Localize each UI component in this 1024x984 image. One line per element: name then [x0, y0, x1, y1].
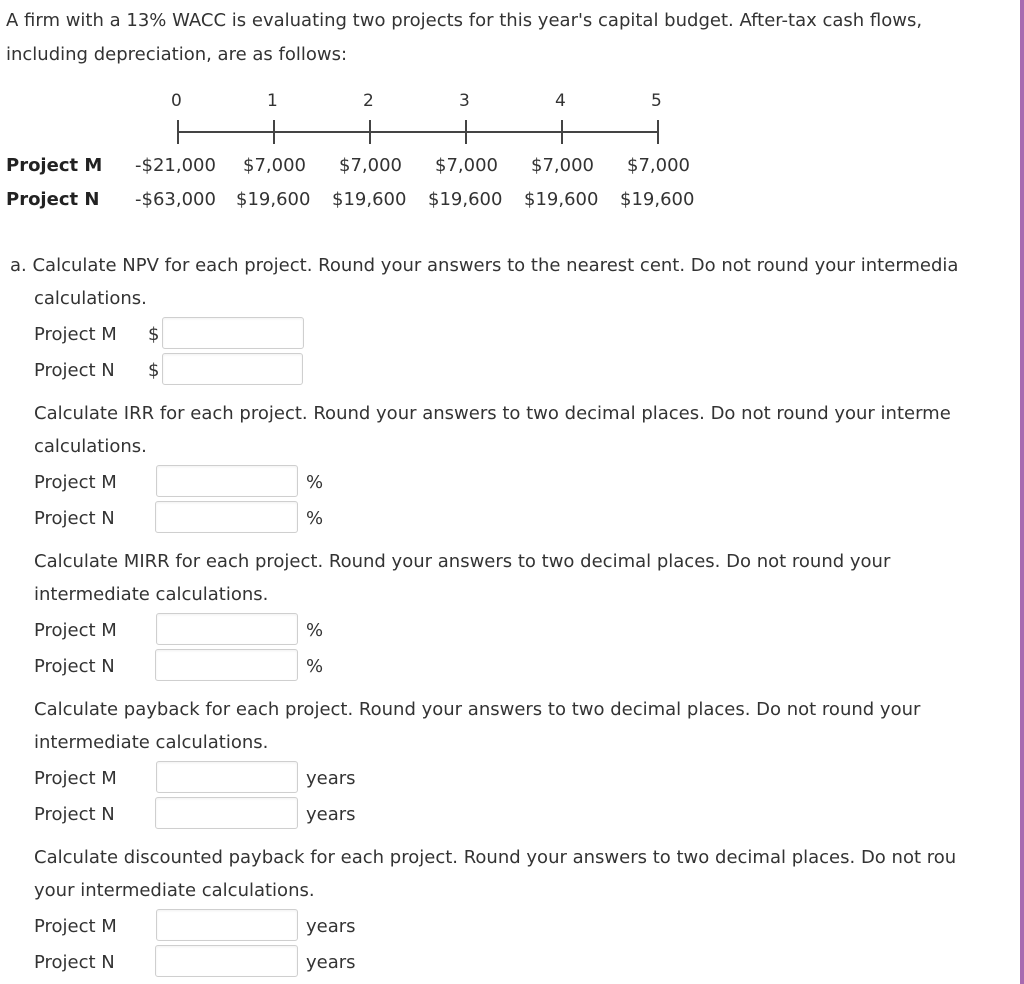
payback-project-n-input[interactable]: [155, 797, 298, 829]
timeline-year-4: 4: [555, 91, 566, 111]
project-n-cf-0: -$63,000: [135, 189, 216, 210]
project-m-cf-2: $7,000: [339, 155, 402, 176]
irr-project-n-input[interactable]: [155, 501, 298, 533]
timeline-tick: [465, 120, 467, 144]
npv-project-m-label: Project M: [34, 324, 117, 345]
npv-project-m-input[interactable]: [162, 317, 304, 349]
discounted-payback-project-n-input[interactable]: [155, 945, 298, 977]
project-m-label: Project M: [6, 155, 103, 176]
payback-instructions-line-1: Calculate payback for each project. Round your answers to two decimal places. Do not round your: [34, 699, 921, 720]
discounted-payback-instructions-line-2: your intermediate calculations.: [34, 880, 315, 901]
project-m-cf-4: $7,000: [531, 155, 594, 176]
intro-line-2: including depreciation, are as follows:: [6, 44, 348, 65]
discounted-payback-project-n-label: Project N: [34, 952, 115, 973]
timeline-year-1: 1: [267, 91, 278, 111]
timeline-tick: [657, 120, 659, 144]
npv-project-m-currency: $: [148, 324, 160, 345]
irr-project-m-input[interactable]: [156, 465, 298, 497]
mirr-instructions-line-1: Calculate MIRR for each project. Round your answers to two decimal places. Do not round your: [34, 551, 891, 572]
project-n-cf-1: $19,600: [236, 189, 311, 210]
project-m-cf-3: $7,000: [435, 155, 498, 176]
payback-project-n-label: Project N: [34, 804, 115, 825]
payback-project-m-label: Project M: [34, 768, 117, 789]
irr-instructions-line-1: Calculate IRR for each project. Round your answers to two decimal places. Do not round your interme: [34, 403, 951, 424]
mirr-project-m-label: Project M: [34, 620, 117, 641]
mirr-project-m-input[interactable]: [156, 613, 298, 645]
npv-project-n-input[interactable]: [162, 353, 303, 385]
project-m-cf-1: $7,000: [243, 155, 306, 176]
timeline-axis: [178, 131, 659, 133]
timeline-tick: [177, 120, 179, 144]
timeline-tick: [561, 120, 563, 144]
payback-instructions-line-2: intermediate calculations.: [34, 732, 269, 753]
discounted-payback-project-n-unit: years: [306, 952, 356, 973]
npv-project-n-label: Project N: [34, 360, 115, 381]
discounted-payback-instructions-line-1: Calculate discounted payback for each project. Round your answers to two decimal places. Do not rou: [34, 847, 957, 868]
payback-project-m-unit: years: [306, 768, 356, 789]
mirr-project-n-label: Project N: [34, 656, 115, 677]
timeline-tick: [273, 120, 275, 144]
timeline-tick: [369, 120, 371, 144]
project-n-cf-2: $19,600: [332, 189, 407, 210]
npv-instructions-line-1: a. Calculate NPV for each project. Round your answers to the nearest cent. Do not round your intermedia: [10, 255, 959, 276]
discounted-payback-project-m-label: Project M: [34, 916, 117, 937]
npv-project-n-currency: $: [148, 360, 160, 381]
panel-right-border: [1020, 0, 1024, 984]
timeline-year-2: 2: [363, 91, 374, 111]
mirr-project-n-unit: %: [306, 656, 324, 677]
mirr-instructions-line-2: intermediate calculations.: [34, 584, 269, 605]
project-m-cf-0: -$21,000: [135, 155, 216, 176]
npv-instructions-line-2: calculations.: [34, 288, 147, 309]
project-n-cf-5: $19,600: [620, 189, 695, 210]
discounted-payback-project-m-unit: years: [306, 916, 356, 937]
project-m-cf-5: $7,000: [627, 155, 690, 176]
irr-instructions-line-2: calculations.: [34, 436, 147, 457]
project-n-label: Project N: [6, 189, 100, 210]
timeline-year-0: 0: [171, 91, 182, 111]
discounted-payback-project-m-input[interactable]: [156, 909, 298, 941]
project-n-cf-4: $19,600: [524, 189, 599, 210]
payback-project-m-input[interactable]: [156, 761, 298, 793]
irr-project-m-label: Project M: [34, 472, 117, 493]
irr-project-m-unit: %: [306, 472, 324, 493]
timeline-year-5: 5: [651, 91, 662, 111]
irr-project-n-label: Project N: [34, 508, 115, 529]
mirr-project-m-unit: %: [306, 620, 324, 641]
payback-project-n-unit: years: [306, 804, 356, 825]
timeline-year-3: 3: [459, 91, 470, 111]
mirr-project-n-input[interactable]: [155, 649, 298, 681]
irr-project-n-unit: %: [306, 508, 324, 529]
project-n-cf-3: $19,600: [428, 189, 503, 210]
intro-line-1: A firm with a 13% WACC is evaluating two projects for this year's capital budget. After-tax cash flows,: [6, 10, 923, 31]
